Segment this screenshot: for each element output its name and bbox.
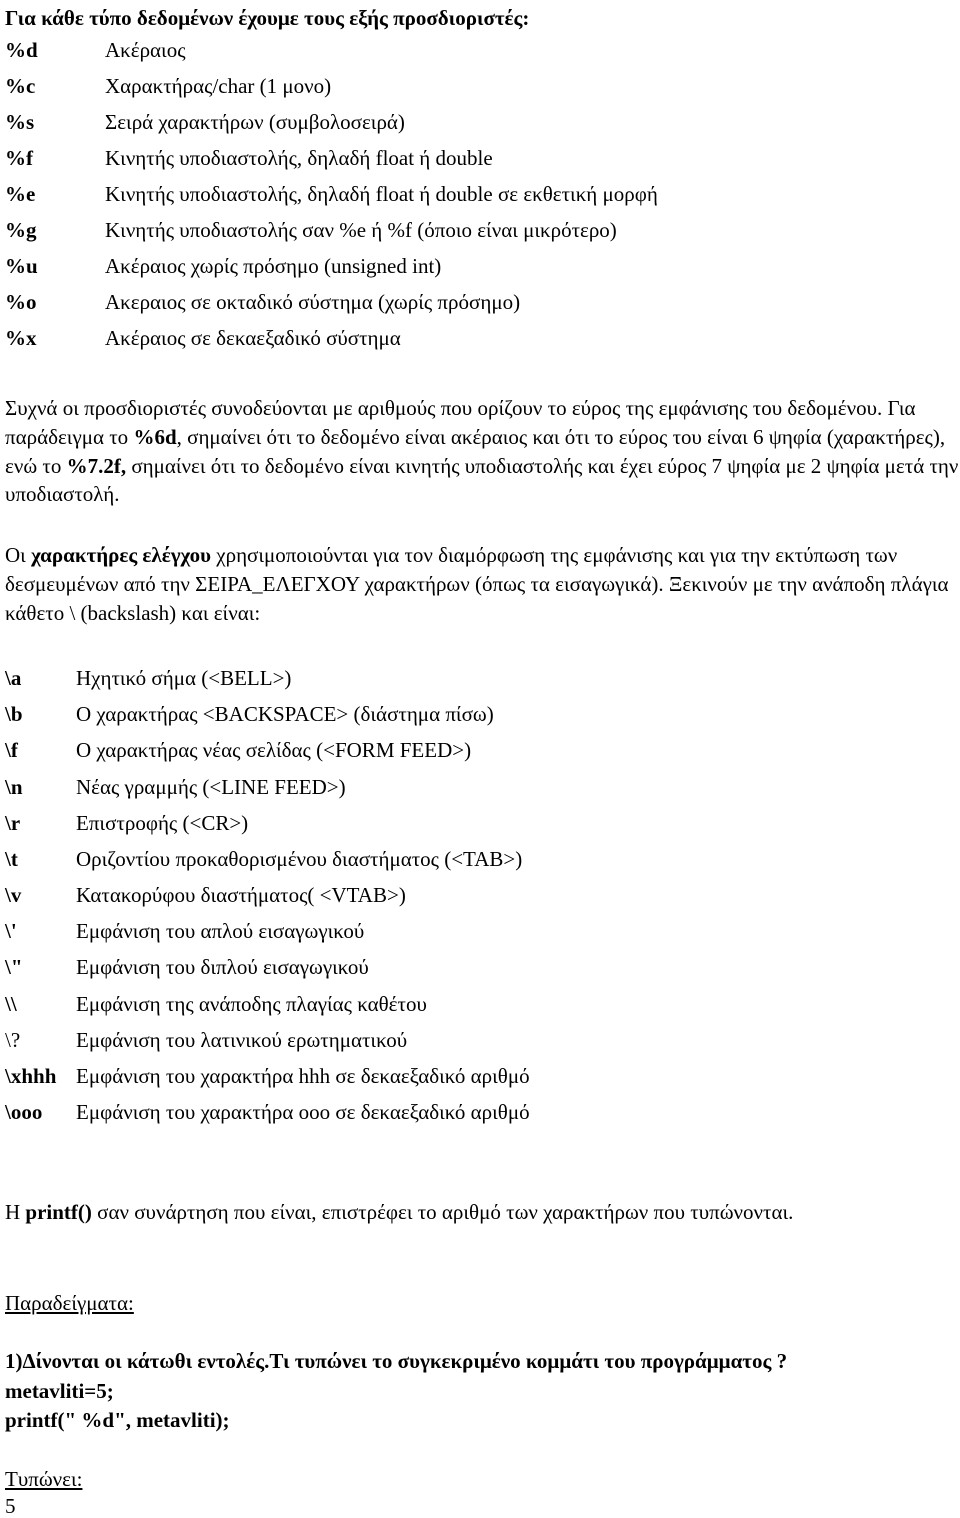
specifier-code: %c — [5, 74, 36, 98]
paragraph-text: χρησιμοποιούνται για τον διαμόρφωση της εμφάνισης και για την εκτύπωση των δεσμευμένων από την ΣΕΙΡΑ_ΕΛΕΓΧΟΥ χαρακτήρων (όπως τα εισαγωγικά). Ξεκινούν με την ανάποδη πλάγια κάθετο \ (backslash) και είναι: — [5, 543, 949, 625]
escape-code: \? — [5, 1028, 21, 1052]
specifier-code: %e — [5, 182, 36, 206]
escape-desc: Ο χαρακτήρας <BACKSPACE> (διάστημα πίσω) — [76, 702, 494, 726]
specifier-desc: Σειρά χαρακτήρων (συμβολοσειρά) — [105, 110, 405, 134]
escape-desc: Εμφάνιση του χαρακτήρα ooo σε δεκαεξαδικό αριθμό — [76, 1100, 530, 1124]
escape-desc: Εμφάνιση του απλού εισαγωγικού — [76, 919, 365, 943]
paragraph-text: σημαίνει ότι το δεδομένο είναι κινητής υποδιαστολής και έχει εύρος 7 ψηφία με 2 ψηφία μετά την υποδιαστολή. — [5, 453, 959, 507]
width-paragraph — [5, 394, 960, 509]
escape-code: \' — [5, 919, 17, 943]
format-example: %6d — [133, 424, 177, 449]
escape-desc: Εμφάνιση του χαρακτήρα hhh σε δεκαεξαδικό αριθμό — [76, 1064, 530, 1088]
escape-code: \f — [5, 738, 18, 762]
escape-code: \xhhh — [5, 1064, 57, 1088]
function-name: printf() — [25, 1200, 92, 1224]
escape-desc: Εμφάνιση του διπλού εισαγωγικού — [76, 955, 369, 979]
specifier-code: %s — [5, 110, 35, 134]
specifier-code: %o — [5, 290, 37, 314]
paragraph-text: Συχνά οι προσδιοριστές συνοδεύονται με αριθμούς που ορίζουν το εύρος της εμφάνισης του δεδομένου. Για παράδειγμα το — [5, 396, 916, 449]
escape-code: \v — [5, 883, 22, 907]
specifier-code: %x — [5, 326, 37, 350]
escape-desc: Εμφάνιση της ανάποδης πλαγίας καθέτου — [76, 992, 427, 1016]
code-line: printf(" %d", metavliti); — [5, 1408, 230, 1432]
escape-code: \ooo — [5, 1100, 43, 1124]
specifier-desc: Ακεραιος σε οκταδικό σύστημα (χωρίς πρόσημο) — [105, 290, 521, 314]
format-example: %7.2f, — [66, 453, 127, 478]
escape-code: \n — [5, 775, 23, 799]
specifier-desc: Ακέραιος σε δεκαεξαδικό σύστημα — [105, 326, 401, 350]
specifier-desc: Κινητής υποδιαστολής, δηλαδή float ή double σε εκθετική μορφή — [105, 182, 658, 206]
paragraph-text: , σημαίνει ότι το δεδομένο είναι ακέραιος και ότι το εύρος του είναι 6 ψηφία (χαρακτήρες), ενώ το — [5, 424, 946, 478]
escape-code: \a — [5, 666, 22, 690]
escape-desc: Ο χαρακτήρας νέας σελίδας (<FORM FEED>) — [76, 738, 472, 762]
example-question: 1)Δίνονται οι κάτωθι εντολές.Τι τυπώνει το συγκεκριμένο κομμάτι του προγράμματος ? — [5, 1349, 788, 1373]
specifier-code: %g — [5, 218, 37, 242]
paragraph-text: Οι — [5, 543, 32, 567]
specifier-desc: Ακέραιος — [105, 38, 186, 62]
escape-desc: Ηχητικό σήμα (<BELL>) — [76, 666, 292, 690]
paragraph-text: Η — [5, 1200, 26, 1224]
escape-desc: Νέας γραμμής (<LINE FEED>) — [76, 775, 346, 799]
escape-code: \t — [5, 847, 18, 871]
paragraph-text: σαν συνάρτηση που είναι, επιστρέφει το αριθμό των χαρακτήρων που τυπώνονται. — [91, 1200, 794, 1224]
emphasis-term: χαρακτήρες ελέγχου — [31, 543, 212, 567]
specifier-code: %u — [5, 254, 38, 278]
specifier-code: %d — [5, 38, 38, 62]
specifier-code: %f — [5, 146, 33, 170]
escape-code: \r — [5, 811, 21, 835]
specifier-desc: Κινητής υποδιαστολής, δηλαδή float ή double — [105, 146, 493, 170]
escape-code: \" — [5, 955, 23, 979]
escape-desc: Οριζοντίου προκαθορισμένου διαστήματος (<TAB>) — [76, 847, 523, 871]
escape-desc: Κατακορύφου διαστήματος( <VTAB>) — [76, 883, 406, 907]
code-line: metavliti=5; — [5, 1379, 114, 1403]
specifier-desc: Χαρακτήρας/char (1 μονο) — [105, 74, 332, 98]
escape-desc: Επιστροφής (<CR>) — [76, 811, 249, 835]
output-value: 5 — [5, 1494, 16, 1518]
printf-paragraph — [5, 1198, 960, 1227]
specifier-desc: Κινητής υποδιαστολής σαν %e ή %f (όποιο είναι μικρότερο) — [105, 218, 617, 242]
control-chars-paragraph — [5, 541, 960, 627]
escape-code: \\ — [5, 992, 17, 1016]
escape-desc: Εμφάνιση του λατινικού ερωτηματικού — [76, 1028, 408, 1052]
specifier-desc: Ακέραιος χωρίς πρόσημο (unsigned int) — [105, 254, 442, 278]
escape-code: \b — [5, 702, 23, 726]
examples-heading: Παραδείγματα: — [5, 1291, 134, 1315]
output-label: Τυπώνει: — [5, 1467, 83, 1491]
intro-heading: Για κάθε τύπο δεδομένων έχουμε τους εξής προσδιοριστές: — [5, 6, 530, 30]
